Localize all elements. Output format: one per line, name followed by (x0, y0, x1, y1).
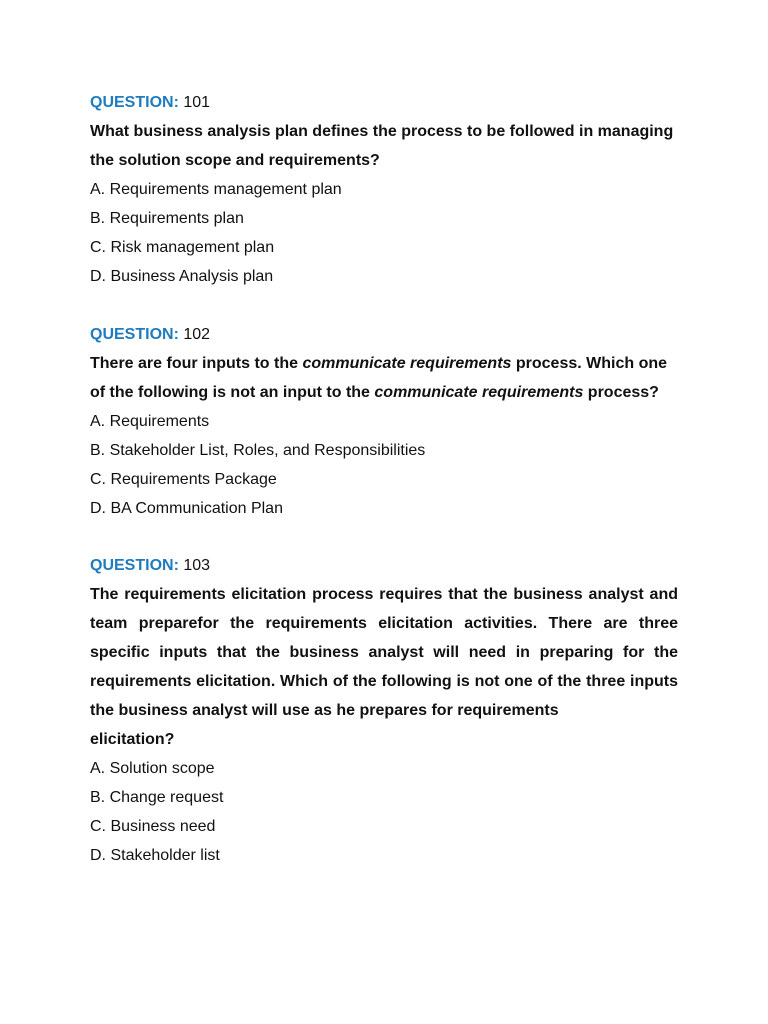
option-c: C. Business need (90, 818, 216, 835)
question-103 (90, 551, 678, 870)
option-a: A. Requirements (90, 413, 210, 430)
question-number: 102 (183, 326, 211, 343)
question-number: 101 (183, 94, 211, 111)
option-d: D. Business Analysis plan (90, 268, 274, 285)
option-d: D. Stakeholder list (90, 847, 220, 864)
question-text (90, 349, 678, 407)
question-label: QUESTION: (90, 557, 179, 574)
option-a: A. Requirements management plan (90, 181, 342, 198)
option-a: A. Solution scope (90, 760, 215, 777)
option-b: B. Stakeholder List, Roles, and Responsibilities (90, 442, 426, 459)
option-c: C. Risk management plan (90, 239, 275, 256)
question-text-end: elicitation? (90, 731, 175, 748)
option-c: C. Requirements Package (90, 471, 277, 488)
question-header (90, 88, 678, 117)
question-text: What business analysis plan defines the process to be followed in managing the solution scope and requirements? (90, 123, 674, 169)
question-header (90, 551, 678, 580)
option-d: D. BA Communication Plan (90, 500, 283, 517)
question-text-emphasis: communicate requirements (374, 384, 584, 401)
question-label: QUESTION: (90, 94, 179, 111)
question-text-main: The requirements elicitation process requires that the business analyst and team preparefor the requirements elicitation activities. There are three specific inputs that the business analyst will need in preparing for the requirements elicitation. Which of the following is not one of the three inputs the business analyst will use as he prepares for requirements (90, 586, 678, 719)
question-text-part: There are four inputs to the (90, 355, 303, 372)
question-text-part: process? (583, 384, 659, 401)
question-text-part: process. Which one of the following is not an input to the (90, 355, 668, 401)
question-number: 103 (183, 557, 211, 574)
question-text (90, 580, 678, 754)
question-102 (90, 320, 678, 523)
option-b: B. Change request (90, 789, 224, 806)
option-b: B. Requirements plan (90, 210, 244, 227)
question-text-emphasis: communicate requirements (302, 355, 512, 372)
question-101 (90, 88, 678, 291)
question-label: QUESTION: (90, 326, 179, 343)
question-header (90, 320, 678, 349)
